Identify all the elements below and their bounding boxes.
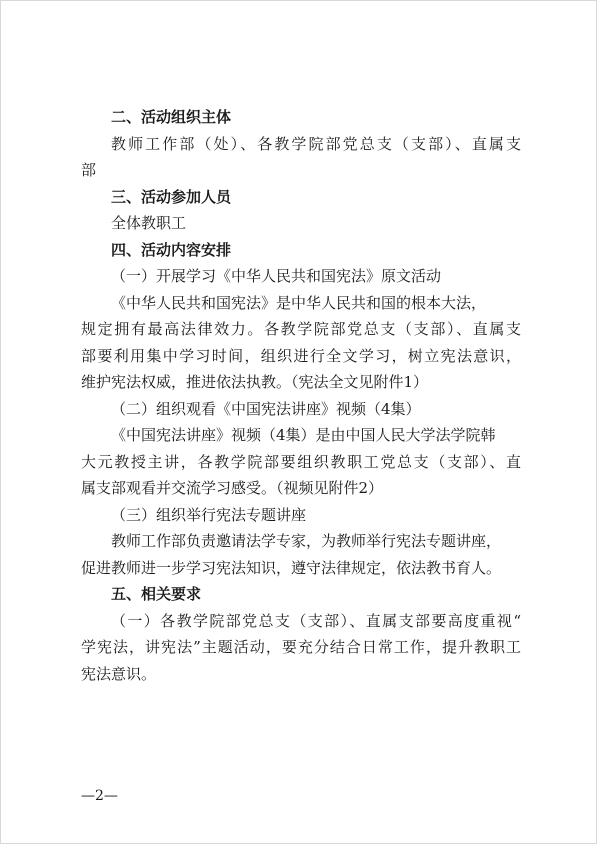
paragraph-line: 教师工作部（处）、各教学院部党总支（支部）、直属支 [111,134,521,153]
document-body [81,104,521,687]
paragraph-line: 部要利用集中学习时间，组织进行全文学习，树立宪法意识， [81,346,521,365]
paragraph-line: 《中国宪法讲座》视频（4集）是由中国人民大学法学院韩 [111,426,496,444]
heading-requirements: 五、相关要求 [111,585,202,603]
paragraph-line: 维护宪法权威，推进依法执教。（宪法全文见附件1） [81,373,429,391]
paragraph-line: 教师工作部负责邀请法学专家，为教师举行宪法专题讲座， [111,532,502,550]
paragraph-line: 全体教职工 [111,214,187,232]
paragraph-line: 学宪法，讲宪法”主题活动，要充分结合日常工作，提升教职工 [81,638,521,656]
paragraph-line: 《中华人民共和国宪法》是中华人民共和国的根本大法， [111,293,487,312]
subheading-watch-video: （二）组织观看《中国宪法讲座》视频（4集） [111,399,421,418]
heading-organizers: 二、活动组织主体 [111,108,232,126]
paragraph-line: 部 [81,161,97,179]
paragraph-line: 促进教师进一步学习宪法知识，遵守法律规定，依法教书育人。 [81,558,502,577]
heading-participants: 三、活动参加人员 [111,187,232,206]
page-number: —2— [81,788,118,804]
paragraph-line: 属支部观看并交流学习感受。（视频见附件2） [81,479,384,497]
paragraph-line: 宪法意识。 [81,664,157,683]
paragraph-line: 大元教授主讲，各教学院部要组织教职工党总支（支部）、直 [81,452,521,471]
paragraph-line: （一）各教学院部党总支（支部）、直属支部要高度重视“ [111,611,521,630]
heading-content-arrangement: 四、活动内容安排 [111,240,232,259]
subheading-lecture: （三）组织举行宪法专题讲座 [111,505,307,524]
subheading-study-constitution: （一）开展学习《中华人民共和国宪法》原文活动 [111,267,442,285]
paragraph-line: 规定拥有最高法律效力。各教学院部党总支（支部）、直属支 [81,320,521,338]
